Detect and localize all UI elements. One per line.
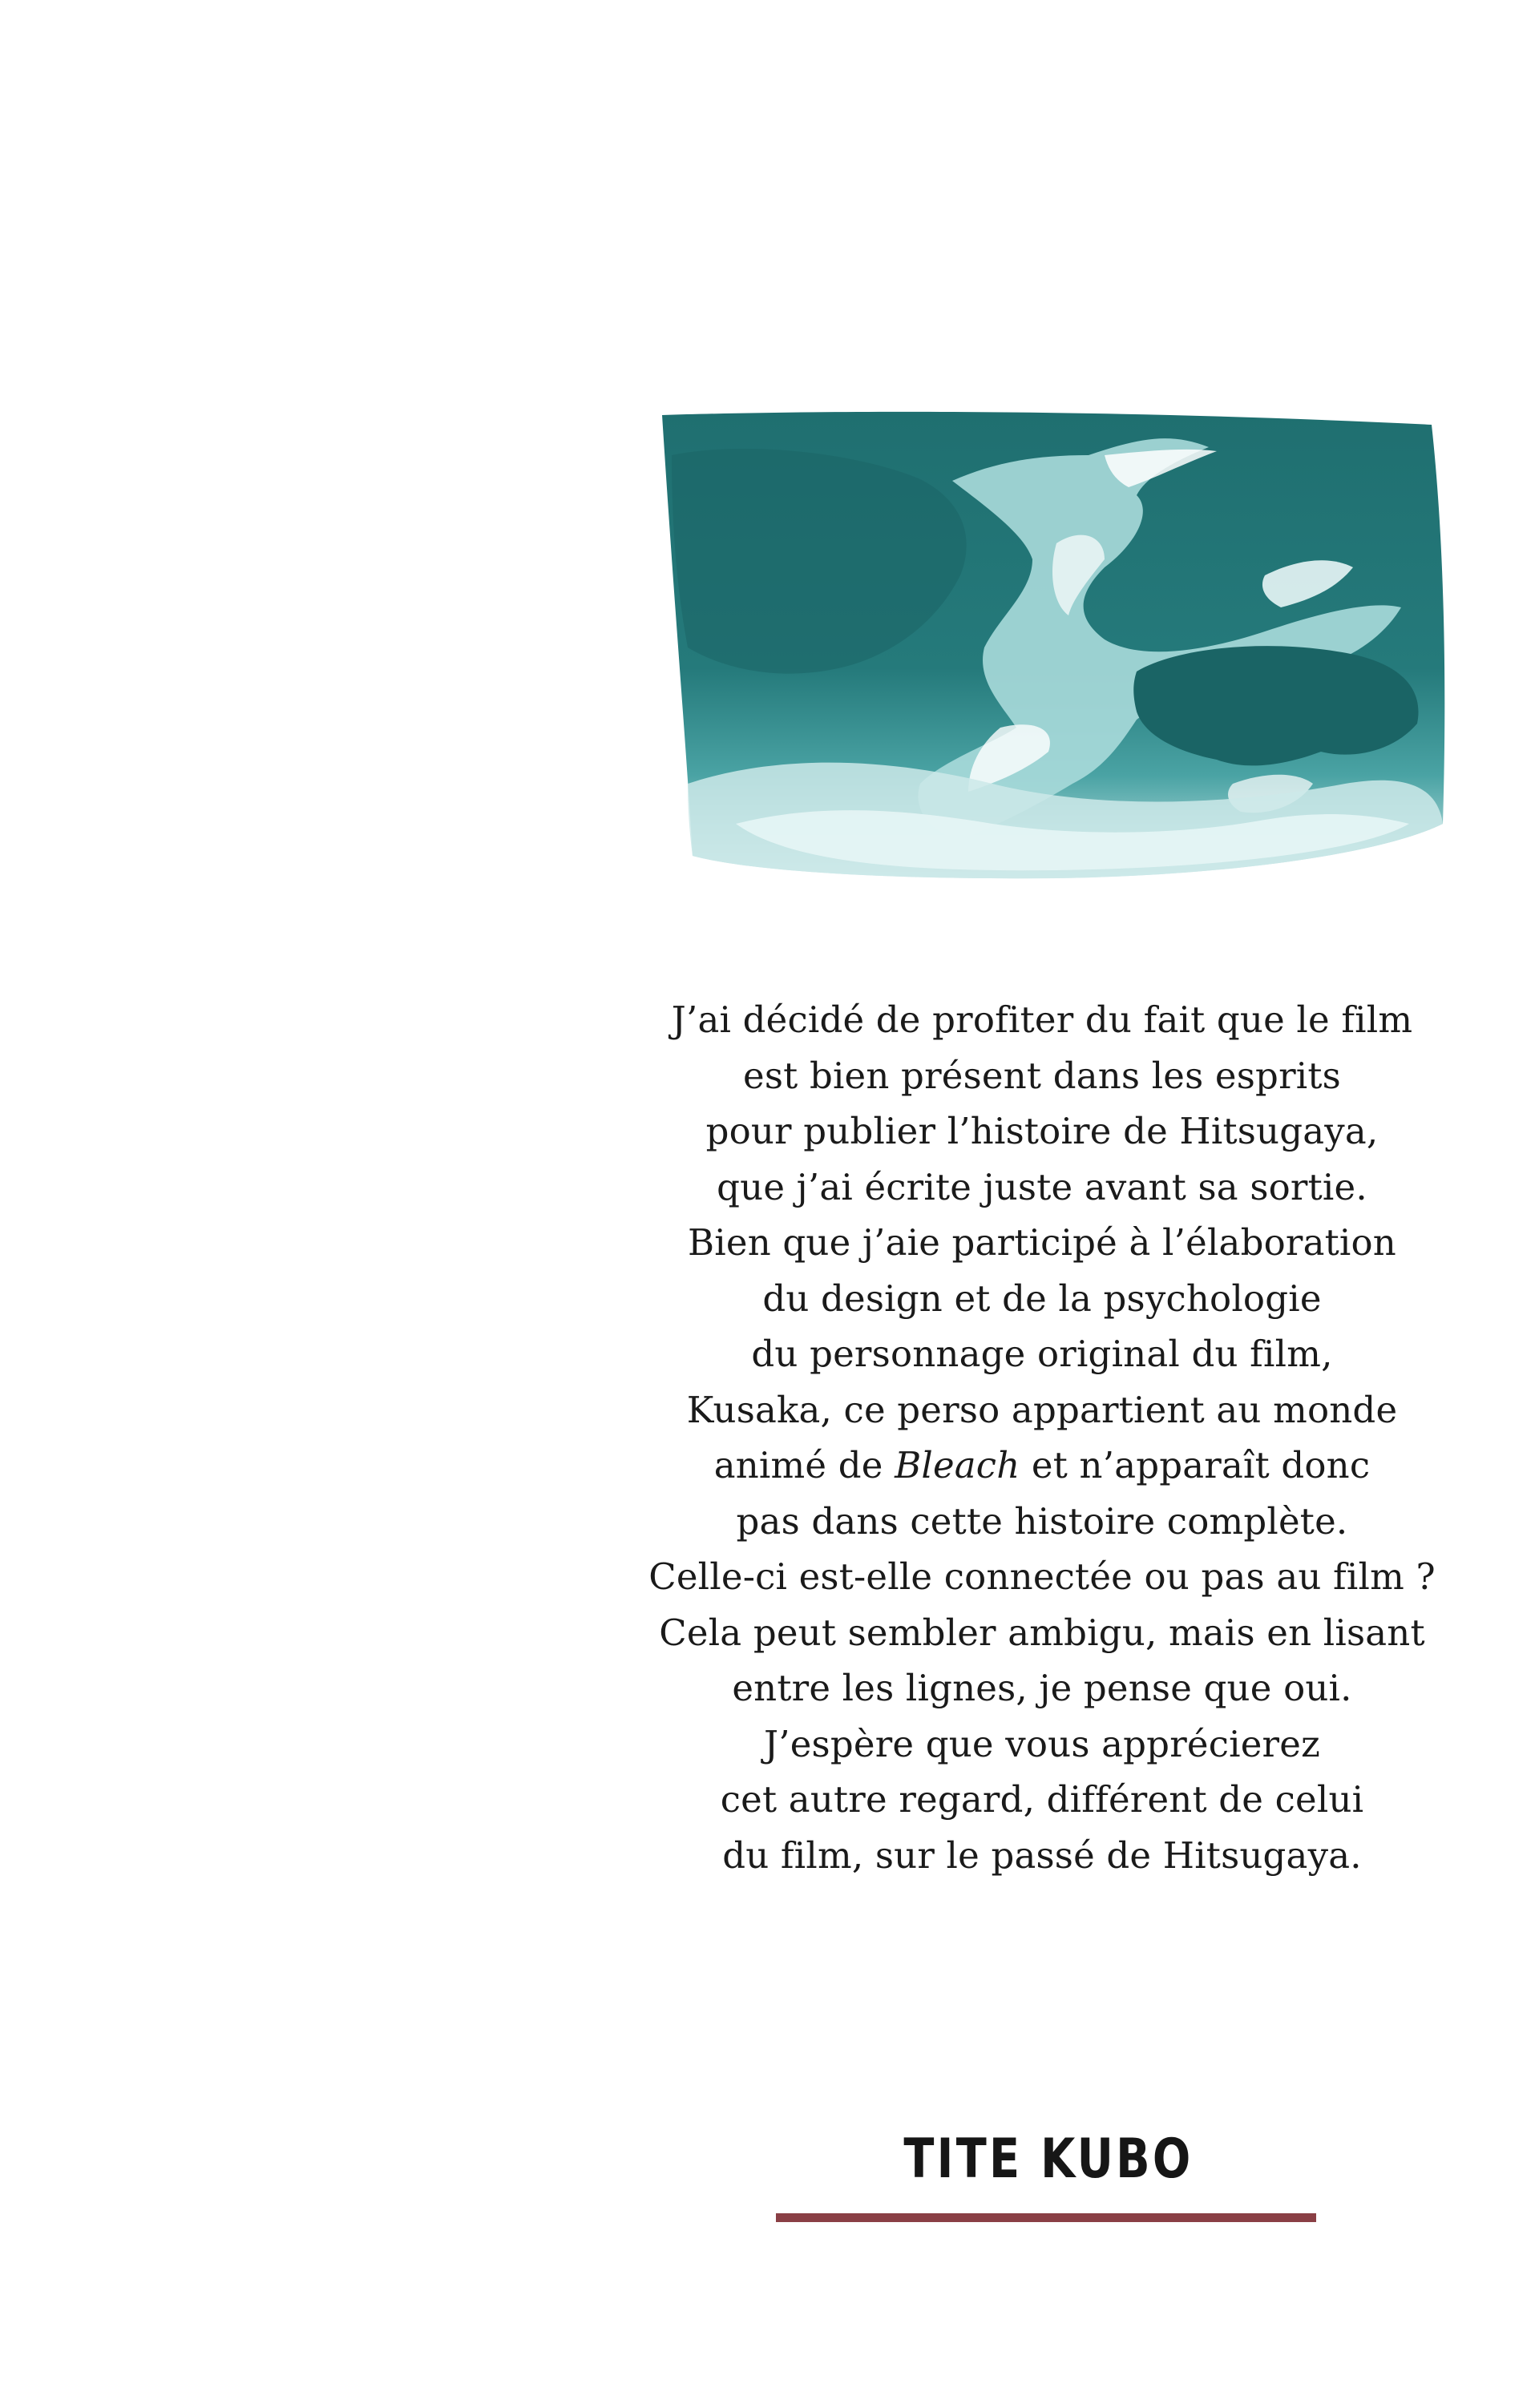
note-line: entre les lignes, je pense que oui. bbox=[732, 1667, 1352, 1709]
watercolor-landscape-icon bbox=[656, 407, 1449, 888]
note-line: pour publier l’histoire de Hitsugaya, bbox=[705, 1110, 1379, 1152]
note-line: est bien présent dans les esprits bbox=[743, 1054, 1341, 1097]
note-line: du film, sur le passé de Hitsugaya. bbox=[722, 1833, 1362, 1877]
manga-title: Bleach bbox=[895, 1444, 1020, 1486]
note-line: du design et de la psychologie bbox=[762, 1277, 1322, 1320]
teal-watercolor-illustration bbox=[656, 407, 1449, 888]
note-line: Cela peut sembler ambigu, mais en lisant bbox=[659, 1611, 1425, 1654]
note-line: Celle-ci est-elle connectée ou pas au film ? bbox=[648, 1555, 1436, 1598]
signature-rule bbox=[776, 2213, 1316, 2222]
note-line: du personnage original du film, bbox=[751, 1333, 1333, 1375]
note-line: J’espère que vous apprécierez bbox=[763, 1722, 1321, 1765]
note-line bbox=[577, 1438, 1507, 1494]
note-line: cet autre regard, différent de celui bbox=[720, 1778, 1364, 1821]
author-signature: TITE KUBO bbox=[903, 2128, 1194, 2191]
note-text: animé de bbox=[713, 1444, 895, 1486]
note-line: pas dans cette histoire complète. bbox=[736, 1499, 1348, 1543]
note-line: Bien que j’aie participé à l’élaboration bbox=[688, 1221, 1396, 1264]
author-note bbox=[577, 992, 1507, 1883]
note-line: J’ai décidé de profiter du fait que le film bbox=[671, 998, 1413, 1041]
note-line: Kusaka, ce perso appartient au monde bbox=[686, 1388, 1398, 1431]
note-line: que j’ai écrite juste avant sa sortie. bbox=[717, 1165, 1367, 1208]
note-text: et n’apparaît donc bbox=[1020, 1444, 1371, 1486]
